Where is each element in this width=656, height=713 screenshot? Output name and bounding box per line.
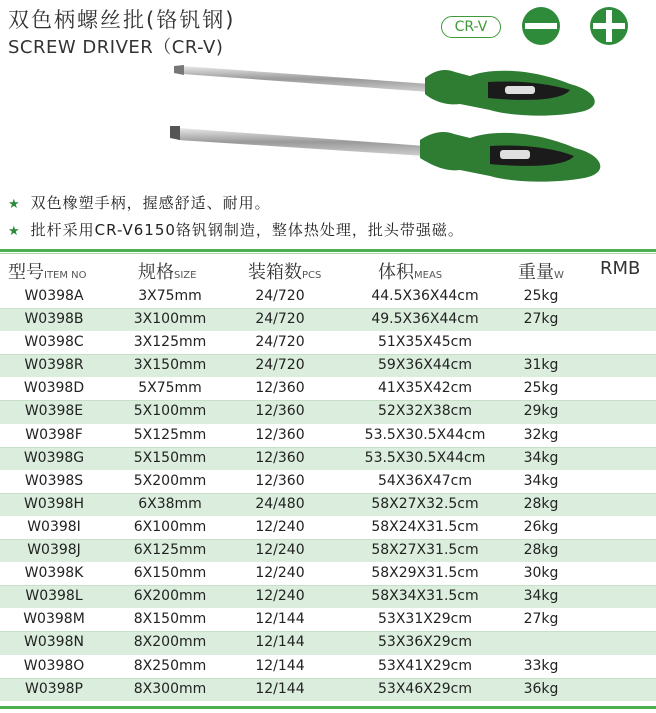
feature-line-1 xyxy=(8,192,271,213)
table-bottom-rule xyxy=(0,706,656,709)
cell-meas: 53X41X29cm xyxy=(378,657,472,674)
table-top-rule-thin xyxy=(0,253,656,254)
cell-size: 5X150mm xyxy=(133,449,207,466)
cell-pcs: 12/144 xyxy=(255,611,305,628)
cell-meas: 53X36X29cm xyxy=(378,634,472,651)
cell-size: 3X150mm xyxy=(133,357,207,374)
cell-weight: 25kg xyxy=(523,380,559,397)
feature-text: 双色橡塑手柄，握感舒适、耐用。 xyxy=(30,194,271,212)
cell-size: 6X150mm xyxy=(133,565,207,582)
header-weight-en: W xyxy=(554,270,564,281)
cell-weight: 28kg xyxy=(523,495,559,512)
cell-pcs: 24/720 xyxy=(255,311,305,328)
cell-meas: 58X27X32.5cm xyxy=(371,495,479,512)
phillips-tip-icon xyxy=(590,7,628,45)
cell-model: W0398G xyxy=(23,449,85,466)
cell-meas: 49.5X36X44cm xyxy=(371,311,479,328)
header-size-en: SIZE xyxy=(174,270,197,281)
cell-model: W0398O xyxy=(23,657,85,674)
cell-weight: 28kg xyxy=(523,542,559,559)
cell-model: W0398P xyxy=(25,680,83,697)
cell-size: 8X150mm xyxy=(133,611,207,628)
cell-pcs: 12/360 xyxy=(255,472,305,489)
page-title: 双色柄螺丝批(铬钒钢) xyxy=(8,8,236,32)
cell-size: 8X300mm xyxy=(133,680,207,697)
cell-model: W0398N xyxy=(24,634,84,651)
cell-pcs: 24/720 xyxy=(255,357,305,374)
cell-weight: 36kg xyxy=(523,680,559,697)
cell-pcs: 12/240 xyxy=(255,518,305,535)
cell-weight: 33kg xyxy=(523,657,559,674)
cell-meas: 53X31X29cm xyxy=(378,611,472,628)
cell-weight: 32kg xyxy=(523,426,559,443)
feature-line-2 xyxy=(8,219,464,240)
table-row xyxy=(0,424,656,447)
table-row xyxy=(0,470,656,493)
cell-pcs: 12/360 xyxy=(255,426,305,443)
star-bullet-icon: ★ xyxy=(8,197,21,212)
cell-pcs: 12/360 xyxy=(255,380,305,397)
header-price-en: RMB xyxy=(600,258,641,279)
table-row xyxy=(0,447,656,470)
header-pcs xyxy=(248,258,321,284)
cell-model: W0398J xyxy=(27,542,81,559)
header-model-cn: 型号 xyxy=(8,262,44,283)
cell-meas: 58X29X31.5cm xyxy=(371,565,479,582)
star-bullet-icon: ★ xyxy=(8,224,21,239)
cell-size: 3X100mm xyxy=(133,311,207,328)
page-subtitle: SCREW DRIVER（CR-V) xyxy=(8,37,224,58)
header-meas xyxy=(378,258,442,284)
table-row xyxy=(0,631,656,654)
table-row xyxy=(0,539,656,562)
table-row xyxy=(0,285,656,308)
cell-weight: 27kg xyxy=(523,311,559,328)
cell-meas: 53.5X30.5X44cm xyxy=(364,426,486,443)
header-weight xyxy=(518,258,564,284)
cell-model: W0398E xyxy=(24,403,84,420)
screwdriver-product-image xyxy=(170,60,610,200)
spec-table xyxy=(0,285,656,701)
cell-pcs: 12/240 xyxy=(255,542,305,559)
cell-meas: 51X35X45cm xyxy=(378,334,472,351)
cell-size: 8X250mm xyxy=(133,657,207,674)
cell-meas: 53.5X30.5X44cm xyxy=(364,449,486,466)
phillips-screwdriver xyxy=(174,65,595,116)
header-pcs-en: PCS xyxy=(302,270,322,281)
cell-meas: 58X27X31.5cm xyxy=(371,542,479,559)
cell-weight: 29kg xyxy=(523,403,559,420)
header-weight-cn: 重量 xyxy=(518,262,554,283)
cell-model: W0398S xyxy=(24,472,84,489)
slotted-tip-icon xyxy=(522,7,560,45)
feature-text: 批杆采用CR-V6150铬钒钢制造，整体热处理，批头带强磁。 xyxy=(30,221,464,239)
table-row xyxy=(0,308,656,331)
cell-size: 8X200mm xyxy=(133,634,207,651)
table-row xyxy=(0,331,656,354)
header-pcs-cn: 装箱数 xyxy=(248,262,302,283)
cell-weight: 34kg xyxy=(523,472,559,489)
cell-model: W0398I xyxy=(27,518,81,535)
cell-pcs: 12/240 xyxy=(255,588,305,605)
table-row xyxy=(0,354,656,377)
table-row xyxy=(0,377,656,400)
cell-meas: 54X36X47cm xyxy=(378,472,472,489)
cell-size: 6X200mm xyxy=(133,588,207,605)
cell-size: 5X200mm xyxy=(133,472,207,489)
cell-weight: 25kg xyxy=(523,288,559,304)
crv-badge: CR-V xyxy=(441,16,501,38)
cell-size: 6X100mm xyxy=(133,518,207,535)
header-model xyxy=(8,258,87,284)
cell-weight: 26kg xyxy=(523,518,559,535)
cell-meas: 52X32X38cm xyxy=(378,403,472,420)
cell-pcs: 12/360 xyxy=(255,449,305,466)
cell-weight: 34kg xyxy=(523,449,559,466)
cell-meas: 44.5X36X44cm xyxy=(371,288,479,304)
cell-pcs: 24/720 xyxy=(255,288,305,304)
cell-pcs: 12/144 xyxy=(255,657,305,674)
table-row xyxy=(0,608,656,631)
header-size-cn: 规格 xyxy=(138,262,174,283)
cell-weight: 30kg xyxy=(523,565,559,582)
cell-meas: 58X34X31.5cm xyxy=(371,588,479,605)
header-model-en: ITEM NO xyxy=(44,270,87,281)
cell-model: W0398K xyxy=(24,565,84,582)
cell-model: W0398F xyxy=(25,426,83,443)
cell-model: W0398A xyxy=(24,288,84,304)
cell-pcs: 12/360 xyxy=(255,403,305,420)
header-meas-en: MEAS xyxy=(414,270,443,281)
cell-meas: 59X36X44cm xyxy=(378,357,472,374)
table-row xyxy=(0,400,656,423)
table-row xyxy=(0,516,656,539)
cell-size: 5X100mm xyxy=(133,403,207,420)
header-price xyxy=(600,258,640,284)
cell-weight: 34kg xyxy=(523,588,559,605)
table-top-rule xyxy=(0,249,656,252)
cell-model: W0398H xyxy=(24,495,84,512)
cell-size: 3X75mm xyxy=(138,288,202,304)
cell-model: W0398B xyxy=(24,311,84,328)
table-row xyxy=(0,585,656,608)
slotted-screwdriver xyxy=(170,126,600,182)
cell-meas: 41X35X42cm xyxy=(378,380,472,397)
cell-meas: 53X46X29cm xyxy=(378,680,472,697)
table-row xyxy=(0,655,656,678)
header-meas-cn: 体积 xyxy=(378,262,414,283)
cell-pcs: 24/480 xyxy=(255,495,305,512)
cell-model: W0398D xyxy=(23,380,85,397)
cell-model: W0398L xyxy=(25,588,83,605)
cell-meas: 58X24X31.5cm xyxy=(371,518,479,535)
cell-pcs: 12/240 xyxy=(255,565,305,582)
cell-pcs: 12/144 xyxy=(255,680,305,697)
cell-size: 6X38mm xyxy=(138,495,202,512)
table-row xyxy=(0,678,656,701)
cell-pcs: 24/720 xyxy=(255,334,305,351)
cell-size: 5X125mm xyxy=(133,426,207,443)
cell-weight: 31kg xyxy=(523,357,559,374)
cell-size: 3X125mm xyxy=(133,334,207,351)
cell-model: W0398M xyxy=(23,611,85,628)
cell-model: W0398R xyxy=(24,357,84,374)
cell-size: 5X75mm xyxy=(138,380,202,397)
table-row xyxy=(0,562,656,585)
header-size xyxy=(138,258,196,284)
cell-size: 6X125mm xyxy=(133,542,207,559)
cell-pcs: 12/144 xyxy=(255,634,305,651)
cell-model: W0398C xyxy=(24,334,84,351)
cell-weight: 27kg xyxy=(523,611,559,628)
table-row xyxy=(0,493,656,516)
